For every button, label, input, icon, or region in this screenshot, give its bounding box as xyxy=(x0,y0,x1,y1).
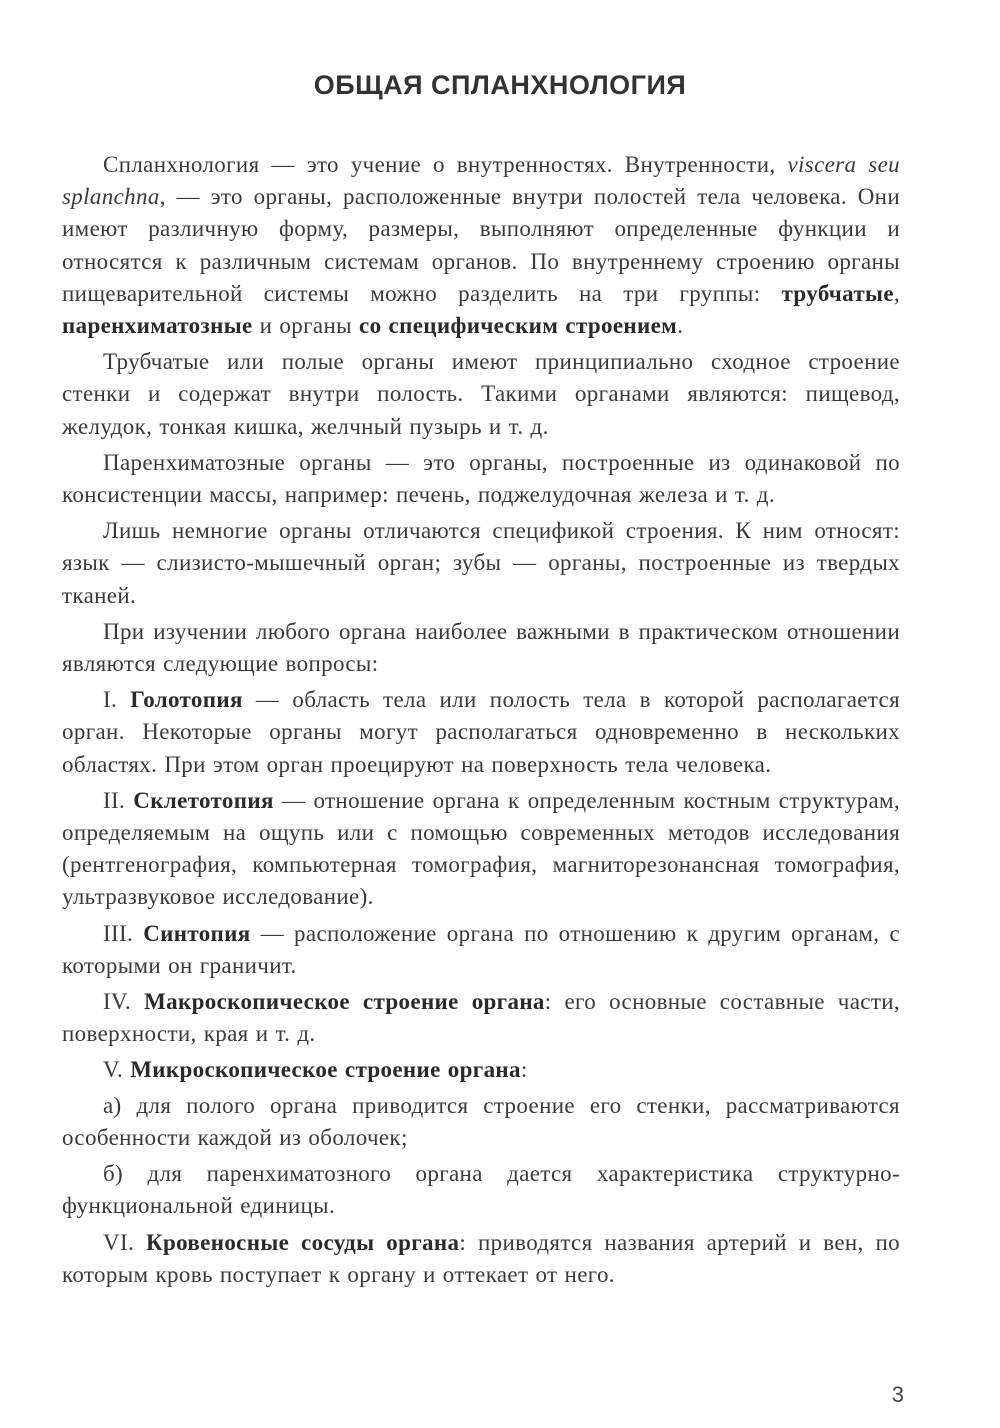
list-item-term: Микроскопическое строение органа xyxy=(130,1057,521,1083)
list-item-number: I. xyxy=(103,687,131,713)
paragraph-parenchymal: Паренхиматозные органы — это органы, построенные из одинаковой по консистенции массы, например: печень, поджелудочная железа и т. д. xyxy=(62,449,900,508)
paragraph-tubular: Трубчатые или полые органы имеют принципиально сходное строение стенки и содержат внутри полость. Такими органами являются: пищевод, желудок, тонкая кишка, желчный пузырь и т. д. xyxy=(62,349,900,439)
list-item-text: : xyxy=(520,1057,528,1083)
list-item-skeletotopy xyxy=(62,785,900,914)
list-subitem-parenchymal-organ: б) для паренхиматозного органа дается характеристика структурно-функциональной единицы. xyxy=(62,1161,900,1219)
list-item-text: — отношение органа к определенным костным структурам, определяемым на ощупь или с помощью современных методов исследования (рентгенография, компьютерная томография, магниторезонансная томография, ультразвуковое исследование). xyxy=(62,787,901,910)
list-item-term: Кровеносные сосуды органа xyxy=(145,1229,460,1255)
list-item-term: Склетотопия xyxy=(133,787,274,813)
list-item-term: Синтопия xyxy=(143,920,251,946)
list-item-text: : его основные составные части, поверхности, края и т. д. xyxy=(62,989,900,1047)
term-specific-structure: со специфическим строением xyxy=(359,313,678,339)
term-tubular: трубчатые xyxy=(781,280,894,306)
list-item-term: Голотопия xyxy=(130,687,243,713)
list-item-blood-vessels xyxy=(62,1227,900,1291)
page-title: ОБЩАЯ СПЛАНХНОЛОГИЯ xyxy=(313,70,687,100)
list-item-syntopy xyxy=(62,918,900,982)
list-item-text: : приводятся названия артерий и вен, по которым кровь поступает к органу и оттекает от него. xyxy=(62,1229,901,1287)
page-number: 3 xyxy=(891,1382,904,1407)
intro-text-d: и органы xyxy=(252,313,360,339)
list-subitem-hollow-organ: а) для полого органа приводится строение его стенки, рассматриваются особенности каждой из оболочек; xyxy=(62,1092,900,1150)
list-item-number: IV. xyxy=(103,989,145,1015)
list-item-term: Макроскопическое строение органа xyxy=(144,989,545,1015)
list-item-number: II. xyxy=(103,787,134,813)
intro-text-b: , — это органы, расположенные внутри полостей тела человека. Они имеют различную форму, размеры, выполняют определенные функции и относятся к различным системам органов. По внутреннему строению органы пищеварительной системы можно разделить на три группы: xyxy=(62,184,900,306)
term-parenchymal: паренхиматозные xyxy=(62,313,253,339)
list-item-number: III. xyxy=(103,920,144,946)
list-item-holotopy xyxy=(62,684,900,781)
list-item-text: — область тела или полость тела в которой располагается орган. Некоторые органы могут располагаться одновременно в нескольких областях. При этом орган проецируют на поверхность тела человека. xyxy=(62,687,900,777)
paragraph-intro xyxy=(62,149,900,342)
intro-text-c: , xyxy=(893,280,900,306)
intro-text-a: Спланхнология — это учение о внутренностях. Внутренности, xyxy=(103,152,788,177)
paragraph-questions: При изучении любого органа наиболее важными в практическом отношении являются следующие вопросы: xyxy=(62,618,900,677)
list-item-text: — расположение органа по отношению к другим органам, с которыми он граничит. xyxy=(62,920,901,978)
list-item-macroscopic xyxy=(62,986,900,1050)
paragraph-specific: Лишь немногие органы отличаются спецификой строения. К ним относят: язык — слизисто-мышечный орган; зубы — органы, построенные из твердых тканей. xyxy=(62,518,900,608)
page-body xyxy=(62,149,900,1295)
intro-text-e: . xyxy=(677,313,684,339)
list-item-microscopic xyxy=(62,1054,900,1086)
list-item-number: V. xyxy=(103,1057,131,1083)
latin-term: viscera seu splanchna xyxy=(62,152,900,210)
list-item-number: VI. xyxy=(103,1229,146,1255)
